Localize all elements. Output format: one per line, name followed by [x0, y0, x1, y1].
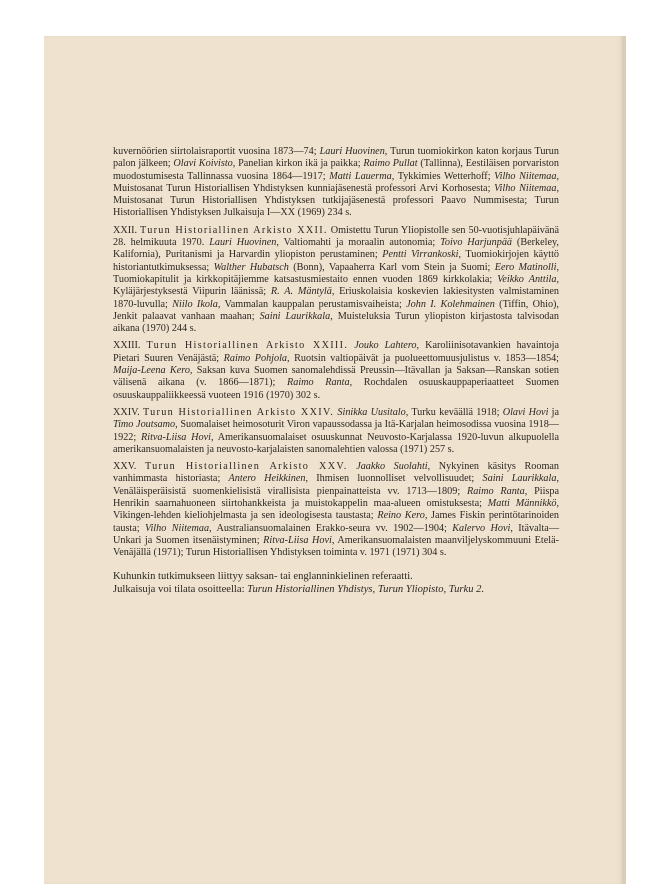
- entry-text: (Berkeley, Kalifornia), Puritanismi ja Harvardin yliopiston perustaminen;: [113, 237, 559, 261]
- author-name: Sinikka Uusitalo: [337, 406, 406, 418]
- author-name: Matti Männikkö: [487, 498, 557, 510]
- author-name: Turun Historiallinen Yhdistys, Turun Yliopisto, Turku 2.: [247, 583, 485, 595]
- entry-text: , Eriuskolaisia koskevien lakiesitysten valmistaminen 1870-luvulla;: [113, 286, 559, 310]
- author-name: Jaakko Suolahti: [356, 461, 428, 473]
- author-name: R. A. Mäntylä: [270, 286, 332, 298]
- entry-text: , Muistosanat Turun Historiallisen Yhdistyksen tutkijajäsenestä professori Paavo Nummisesta; Turun Historiallisen Yhdistyksen Julkaisuja I—XX (1969) 234 s.: [113, 182, 559, 219]
- volume-title: Turun Historiallinen Arkisto XXV.: [144, 461, 348, 473]
- entry-text: (Bonn), Vapaaherra Karl vom Stein ja Suomi;: [288, 261, 495, 273]
- author-name: Niilo Ikola: [172, 298, 218, 310]
- footer-referaatti-line: Kuhunkin tutkimukseen liittyy saksan- tai englanninkielinen referaatti.: [113, 570, 413, 582]
- author-name: Toivo Harjunpää: [440, 237, 513, 249]
- entry-text: , Muisteluksia Turun yliopiston kirjastosta talvisodan aikana (1970) 244 s.: [113, 310, 560, 335]
- entry-text: , Australiansuomalainen Erakko-seura vv. 1902—1904;: [209, 522, 453, 534]
- author-name: Saini Laurikkala: [259, 310, 331, 322]
- entry-text: , Vammalan kauppalan perustamisvaiheista;: [217, 298, 407, 310]
- entry-text: (Tallinna), Eestiläisen porvariston muodostumisesta Tallinnassa vuosina 1864—1917;: [113, 158, 559, 182]
- entry-text: , Kyläjärjestyksestä Viipurin läänissä;: [113, 273, 559, 298]
- entry-text: kuvernöörien siirtolaisraportit vuosina 1873—74;: [113, 146, 320, 157]
- author-name: Kalervo Hovi: [452, 522, 511, 534]
- author-name: Timo Joutsamo: [113, 419, 176, 431]
- publication-entry: [113, 407, 559, 456]
- entry-text: , Saksan kuva Suomen sanomalehdissä Preussin—Itävallan ja Saksan—Ranskan sotien välisenä aikana (v. 1866—1871);: [113, 365, 559, 389]
- publication-entry: [113, 225, 559, 336]
- entry-text: , Tykkimies Wetterhoff;: [391, 170, 495, 182]
- author-name: Eero Matinolli: [494, 261, 557, 273]
- entry-text: , Amerikansuomalaisten maanviljelyskommuuni Etelä-Venäjällä (1971); Turun Historiallisen Yhdistyksen toiminta v. 1971 (1971) 304 s.: [113, 534, 559, 559]
- author-name: Lauri Huovinen: [209, 237, 277, 249]
- author-name: Vilho Niitemaa: [145, 522, 210, 534]
- author-name: Matti Lauerma: [329, 170, 392, 182]
- entry-text: , Karoliinisotavankien havaintoja Pietari Suuren Venäjästä;: [113, 340, 560, 364]
- page-text: [113, 146, 559, 596]
- entry-text: , Valtiomahti ja moraalin autonomia;: [276, 237, 441, 249]
- author-name: Saini Laurikkala: [482, 473, 557, 485]
- entry-text: , Panelian kirkon ikä ja paikka;: [232, 158, 364, 170]
- volume-title: Turun Historiallinen Arkisto XXIII.: [146, 340, 349, 352]
- entry-text: , Vikingen-lehden kieliohjelmasta ja sen ideologisesta taustasta;: [113, 498, 560, 522]
- entry-text: , Tuomiokapitulit ja kirkkopitäjiemme katsastusmiestaito ennen vuoden 1869 kirkkolakia;: [113, 261, 559, 285]
- author-name: Veikko Anttila: [497, 273, 557, 285]
- entry-text: , James Fiskin perintötarinoiden tausta;: [113, 510, 559, 534]
- author-name: Jouko Lahtero: [354, 340, 417, 352]
- entry-text: , Nykyinen käsitys Rooman vanhimmasta historiasta;: [113, 461, 560, 485]
- entry-text: , Piispa Henrikin saarnahuoneen siirtohankkeista ja muistokappelin maa-alueen omistuksesta;: [113, 485, 559, 510]
- author-name: Antero Heikkinen: [228, 473, 306, 485]
- author-name: Maija-Leena Kero: [113, 365, 190, 377]
- author-name: Raimo Ranta: [287, 377, 350, 389]
- author-name: Walther Hubatsch: [213, 261, 289, 273]
- author-name: Reino Kero: [377, 510, 425, 522]
- entry-text: [348, 461, 357, 472]
- volume-number: XXII.: [113, 224, 138, 236]
- entry-text: , Ihmisen luonnolliset velvollisuudet;: [305, 473, 483, 485]
- entry-text: , Ruotsin valtiopäivät ja puolueettomuusjulistus v. 1853—1854;: [287, 352, 560, 364]
- footer-note: [113, 570, 559, 596]
- author-name: John I. Kolehmainen: [406, 298, 495, 310]
- entry-text: , Suomalaiset heimosoturit Viron vapaussodassa ja Itä-Karjalan heimosodissa vuosina 1918—1922;: [113, 419, 559, 443]
- volume-number: XXIV.: [113, 406, 140, 418]
- entry-text: Omistettu Turun Yliopistolle sen 50-vuotisjuhlapäivänä 28. helmikuuta 1970.: [113, 224, 560, 249]
- publication-entry: [113, 461, 559, 559]
- publication-entry: [113, 340, 559, 401]
- author-name: Lauri Huovinen: [319, 146, 385, 157]
- entry-text: , Muistosanat Turun Historiallisen Yhdistyksen kunniajäsenestä professori Arvi Korhosesta;: [113, 170, 559, 194]
- author-name: Vilho Niitemaa: [494, 182, 557, 194]
- author-name: Ritva-Liisa Hovi: [263, 534, 332, 546]
- publication-entry: [113, 146, 559, 220]
- entry-text: , Tuomiokirjojen käyttö historiantutkimuksessa;: [113, 249, 559, 273]
- author-name: Pentti Virrankoski: [382, 249, 459, 261]
- volume-title: Turun Historiallinen Arkisto XXIV.: [142, 406, 335, 418]
- author-name: Olavi Hovi: [502, 406, 549, 418]
- entry-text: ja: [548, 406, 560, 418]
- volume-title: Turun Historiallinen Arkisto XXII.: [140, 224, 328, 236]
- entry-text: , Rochdalen osuuskauppaperiaatteet Suomen osuuskauppaliikkeessä vuoteen 1916 (1970) 302 s.: [113, 377, 559, 401]
- author-name: Raimo Pullat: [363, 158, 418, 170]
- entry-text: , Turun tuomiokirkon katon korjaus Turun palon jälkeen;: [113, 146, 559, 170]
- author-name: Vilho Niitemaa: [494, 170, 557, 182]
- volume-number: XXIII.: [113, 340, 141, 352]
- entry-text: Julkaisuja voi tilata osoitteella:: [113, 583, 248, 595]
- publication-list: [113, 146, 559, 560]
- author-name: Olavi Koivisto: [173, 158, 233, 170]
- entry-text: (Tiffin, Ohio), Jenkit palaavat vanhaan maahan;: [113, 298, 559, 322]
- entry-text: , Amerikansuomalaiset osuuskunnat Neuvosto-Karjalassa 1920-luvun alkupuolella amerikansuomalaisten ja neuvosto-karjalaisten sanomalehtien valossa (1971) 257 s.: [113, 431, 559, 455]
- entry-text: , Itävalta—Unkari ja Suomen itsenäistyminen;: [113, 522, 560, 546]
- footer-order-line: [113, 583, 559, 596]
- author-name: Raimo Pohjola: [223, 352, 288, 364]
- entry-text: , Turku keväällä 1918;: [405, 406, 503, 418]
- volume-number: XXV.: [113, 461, 137, 473]
- entry-text: , Venäläisperäisistä suomenkielisistä virallisista pienpainatteista vv. 1713—1809;: [113, 473, 559, 497]
- author-name: Raimo Ranta: [466, 485, 525, 497]
- author-name: Ritva-Liisa Hovi: [141, 431, 211, 443]
